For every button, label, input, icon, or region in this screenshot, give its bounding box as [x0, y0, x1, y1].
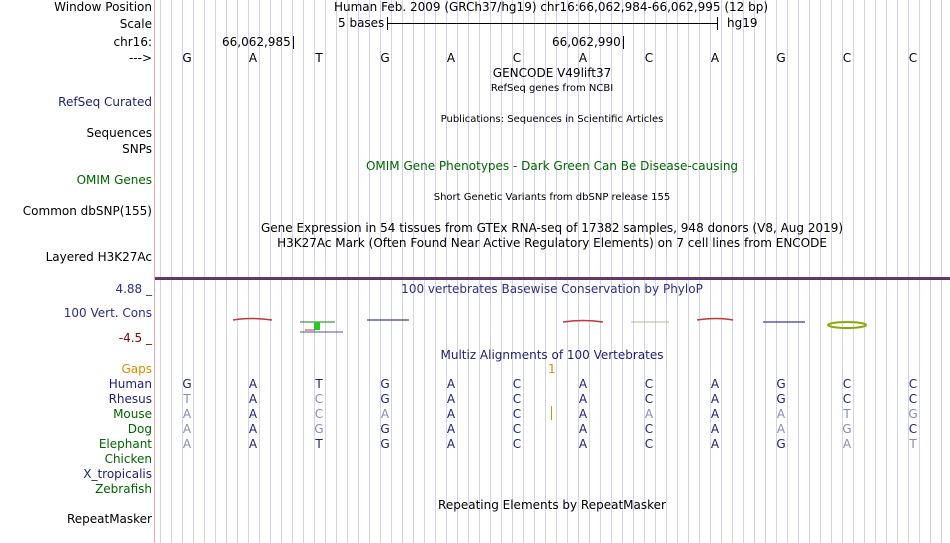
species-base: A	[578, 377, 588, 391]
reference-base: A	[710, 51, 720, 65]
grid-line	[248, 0, 249, 543]
grid-line	[457, 0, 458, 543]
grid-line	[380, 0, 381, 543]
grid-line	[919, 0, 920, 543]
scale-assembly: hg19	[727, 16, 758, 30]
grid-line	[908, 0, 909, 543]
species-base: A	[710, 422, 720, 436]
species-base: A	[446, 437, 456, 451]
species-base: C	[314, 392, 324, 406]
grid-line	[413, 0, 414, 543]
grid-line	[193, 0, 194, 543]
species-base: A	[182, 407, 192, 421]
species-base: A	[446, 422, 456, 436]
position-tick-2: 66,062,990	[552, 35, 624, 50]
reference-base: A	[578, 51, 588, 65]
grid-line	[710, 0, 711, 543]
grid-line	[897, 0, 898, 543]
grid-line	[336, 0, 337, 543]
species-base: C	[908, 422, 918, 436]
grid-line	[347, 0, 348, 543]
species-base: A	[578, 392, 588, 406]
grid-line	[226, 0, 227, 543]
species-base: T	[909, 437, 917, 451]
grid-line	[765, 0, 766, 543]
grid-line	[853, 0, 854, 543]
gaps-value: 1	[548, 362, 556, 376]
scale-value: 5 bases	[338, 16, 385, 30]
species-base: A	[248, 422, 258, 436]
dbsnp-track-title: Short Genetic Variants from dbSNP release 155	[433, 192, 671, 203]
grid-line	[820, 0, 821, 543]
species-base: A	[776, 422, 786, 436]
species-base: A	[182, 422, 192, 436]
reference-base: G	[182, 51, 192, 65]
reference-base: C	[842, 51, 852, 65]
conservation-min-label: -4.5 _	[118, 331, 152, 345]
scale-label: Scale	[119, 17, 152, 31]
grid-line	[930, 0, 931, 543]
grid-line	[171, 0, 172, 543]
grid-line	[776, 0, 777, 543]
reference-base: C	[644, 51, 654, 65]
grid-line	[424, 0, 425, 543]
grid-line	[864, 0, 865, 543]
gaps-label[interactable]: Gaps	[121, 362, 152, 376]
grid-line	[875, 0, 876, 543]
reference-base: G	[380, 51, 390, 65]
grid-line	[798, 0, 799, 543]
species-base: A	[578, 407, 588, 421]
species-base: C	[842, 377, 852, 391]
species-label[interactable]: Elephant	[98, 437, 152, 451]
reference-base: T	[315, 51, 323, 65]
conservation-track-label[interactable]: 100 Vert. Cons	[63, 306, 152, 320]
species-base: G	[314, 422, 324, 436]
species-label[interactable]: Chicken	[104, 452, 152, 466]
phylop-mark	[233, 319, 272, 321]
strand-label: --->	[128, 51, 152, 65]
grid-line	[281, 0, 282, 543]
species-base: A	[182, 437, 192, 451]
phylop-mark	[697, 319, 733, 321]
grid-line	[721, 0, 722, 543]
species-label[interactable]: X_tropicalis	[83, 467, 152, 481]
species-base: G	[380, 392, 390, 406]
species-base: A	[842, 437, 852, 451]
multiz-track-title: Multiz Alignments of 100 Vertebrates	[440, 348, 664, 362]
publications-track-title: Publications: Sequences in Scientific Articles	[440, 114, 664, 125]
species-base: A	[446, 407, 456, 421]
grid-line	[842, 0, 843, 543]
species-base: C	[512, 392, 522, 406]
species-base: A	[578, 422, 588, 436]
species-base: T	[183, 392, 191, 406]
window-position-label: Window Position	[54, 0, 152, 14]
repeatmasker-track-label[interactable]: RepeatMasker	[66, 512, 152, 526]
grid-line	[699, 0, 700, 543]
species-base: T	[315, 377, 323, 391]
gencode-track-title[interactable]: GENCODE V49lift37	[492, 66, 612, 80]
phylop-mark-green	[300, 322, 343, 332]
gtex-track-title: Gene Expression in 54 tissues from GTEx RNA-seq of 17382 samples, 948 donors (V8, Aug 2019)	[260, 221, 844, 235]
grid-line	[809, 0, 810, 543]
species-base: A	[248, 392, 258, 406]
species-base: C	[644, 377, 654, 391]
grid-line	[941, 0, 942, 543]
species-base: G	[182, 377, 192, 391]
grid-line	[215, 0, 216, 543]
refseq-track-label[interactable]: RefSeq Curated	[58, 95, 152, 109]
grid-line	[655, 0, 656, 543]
species-base: A	[710, 407, 720, 421]
species-base: A	[248, 407, 258, 421]
grid-line	[666, 0, 667, 543]
species-base: A	[644, 407, 654, 421]
grid-line	[886, 0, 887, 543]
phylop-track-title: 100 vertebrates Basewise Conservation by PhyloP	[401, 282, 703, 296]
species-base: C	[512, 437, 522, 451]
species-base: C	[314, 407, 324, 421]
omim-track-label[interactable]: OMIM Genes	[76, 173, 152, 187]
reference-base: C	[908, 51, 918, 65]
species-label[interactable]: Human	[108, 377, 152, 391]
species-base: A	[710, 377, 720, 391]
species-base: G	[842, 422, 852, 436]
grid-line	[292, 0, 293, 543]
scale-bar	[387, 16, 718, 31]
reference-base: C	[512, 51, 522, 65]
species-base: C	[644, 392, 654, 406]
grid-line	[358, 0, 359, 543]
grid-line	[468, 0, 469, 543]
position-tick-1: 66,062,985	[222, 35, 294, 50]
grid-line	[303, 0, 304, 543]
species-base: C	[512, 422, 522, 436]
dbsnp-track-label[interactable]: Common dbSNP(155)	[22, 204, 152, 218]
grid-line	[732, 0, 733, 543]
grid-line	[479, 0, 480, 543]
species-base: A	[446, 392, 456, 406]
reference-base: G	[776, 51, 786, 65]
grid-line	[237, 0, 238, 543]
species-base: A	[710, 437, 720, 451]
species-base: A	[776, 407, 786, 421]
species-label[interactable]: Rhesus	[108, 392, 152, 406]
species-base: A	[710, 392, 720, 406]
grid-line	[633, 0, 634, 543]
grid-line	[259, 0, 260, 543]
phylop-mark	[563, 321, 603, 323]
refseq-subtitle: RefSeq genes from NCBI	[490, 83, 614, 94]
grid-line	[622, 0, 623, 543]
species-label[interactable]: Dog	[127, 422, 152, 436]
grid-line	[160, 0, 161, 543]
grid-line	[204, 0, 205, 543]
species-base: A	[248, 437, 258, 451]
sequences-track-label[interactable]: Sequences	[86, 126, 152, 140]
omim-track-title: OMIM Gene Phenotypes - Dark Green Can Be Disease-causing	[365, 159, 739, 173]
species-base: T	[843, 407, 851, 421]
species-base: A	[380, 407, 390, 421]
gap-marker	[551, 406, 552, 420]
grid-line	[391, 0, 392, 543]
grid-line	[787, 0, 788, 543]
conservation-max-label: 4.88 _	[115, 282, 152, 296]
reference-base: A	[248, 51, 258, 65]
grid-line	[314, 0, 315, 543]
snps-track-label[interactable]: SNPs	[122, 142, 152, 156]
grid-line	[402, 0, 403, 543]
grid-line	[677, 0, 678, 543]
grid-line	[369, 0, 370, 543]
grid-line	[182, 0, 183, 543]
species-base: T	[315, 437, 323, 451]
repeatmasker-track-title: Repeating Elements by RepeatMasker	[438, 498, 666, 512]
chrom-label: chr16:	[113, 35, 152, 49]
grid-line	[688, 0, 689, 543]
species-base: C	[644, 422, 654, 436]
species-base: A	[248, 377, 258, 391]
reference-base: A	[446, 51, 456, 65]
species-base: C	[908, 377, 918, 391]
species-base: C	[512, 377, 522, 391]
species-base: C	[512, 407, 522, 421]
species-base: A	[446, 377, 456, 391]
species-base: G	[380, 377, 390, 391]
grid-line	[831, 0, 832, 543]
grid-line	[325, 0, 326, 543]
grid-line	[435, 0, 436, 543]
species-label[interactable]: Zebrafish	[95, 482, 152, 496]
conservation-separator-line	[155, 279, 950, 280]
species-base: G	[380, 437, 390, 451]
phylop-wiggle-plot	[155, 310, 950, 336]
phylop-mark	[828, 322, 866, 328]
species-base: C	[644, 437, 654, 451]
grid-line	[270, 0, 271, 543]
species-base: G	[908, 407, 918, 421]
grid-line	[446, 0, 447, 543]
species-base: C	[842, 392, 852, 406]
h3k27ac-track-title: H3K27Ac Mark (Often Found Near Active Regulatory Elements) on 7 cell lines from ENCODE	[277, 236, 827, 250]
window-position-value[interactable]: Human Feb. 2009 (GRCh37/hg19) chr16:66,062,984-66,062,995 (12 bp)	[333, 0, 769, 14]
species-base: A	[578, 437, 588, 451]
species-base: G	[776, 437, 786, 451]
species-base: G	[380, 422, 390, 436]
species-base: G	[776, 392, 786, 406]
grid-line	[743, 0, 744, 543]
grid-line	[644, 0, 645, 543]
grid-line	[754, 0, 755, 543]
h3k27ac-track-label[interactable]: Layered H3K27Ac	[45, 250, 152, 264]
species-label[interactable]: Mouse	[113, 407, 152, 421]
species-base: G	[776, 377, 786, 391]
species-base: C	[908, 392, 918, 406]
